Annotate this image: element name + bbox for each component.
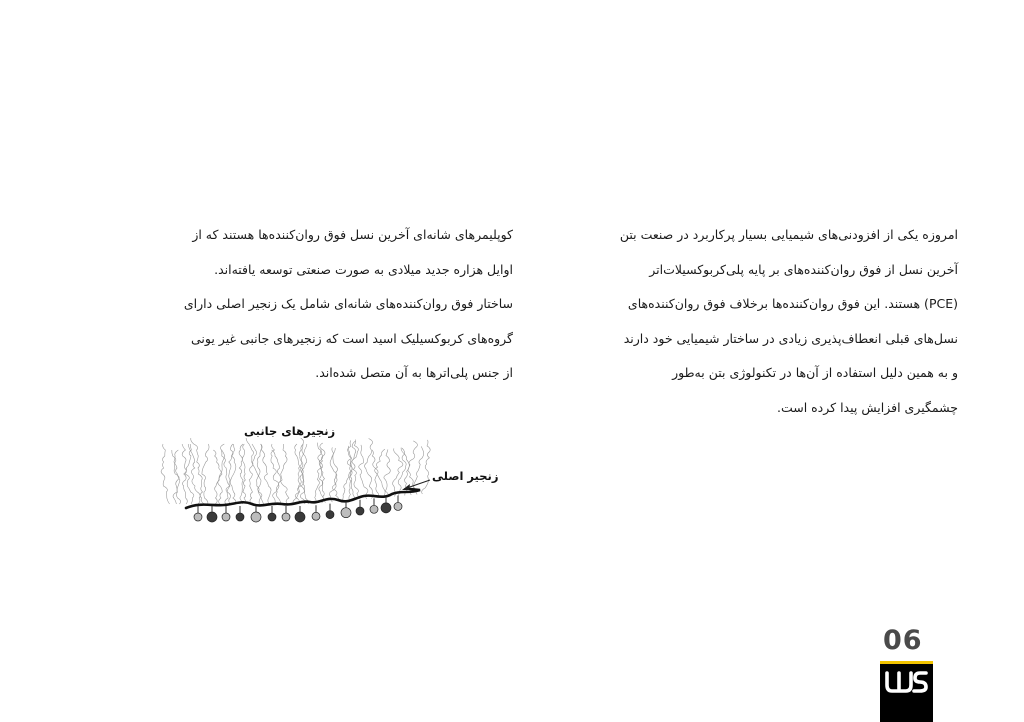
brand-logo xyxy=(880,661,933,722)
side-chain-strand xyxy=(174,450,181,504)
side-chain-strand xyxy=(161,444,169,504)
side-chain-strand xyxy=(301,438,309,504)
paragraph-line: آخرین نسل از فوق روان‌کننده‌های بر پایه پلی‌کربوکسیلات‌اتر xyxy=(649,261,958,277)
side-chain-strand xyxy=(249,444,256,504)
paragraph-line: اوایل هزاره جدید میلادی به صورت صنعتی توسعه یافته‌اند. xyxy=(214,261,513,277)
side-chain-strand xyxy=(330,447,339,501)
side-chain-strand xyxy=(293,444,303,504)
paragraph-line: امروزه یکی از افزودنی‌های شیمیایی بسیار پرکاربرد در صنعت بتن xyxy=(619,227,958,242)
side-chain-strand xyxy=(372,450,379,498)
carboxylate-bead xyxy=(268,513,276,521)
paragraph-line: گروه‌های کربوکسیلیک اسید است که زنجیرهای جانبی غیر یونی xyxy=(191,330,513,346)
comb-copolymer-figure xyxy=(160,420,500,535)
carboxylate-bead xyxy=(194,513,202,521)
carboxylate-bead xyxy=(394,502,402,510)
carboxylate-bead xyxy=(381,503,391,513)
carboxylate-bead xyxy=(282,513,290,521)
side-chain-strand xyxy=(359,445,368,499)
side-chain-strand xyxy=(202,444,209,504)
page-number: 06 xyxy=(883,625,923,656)
side-chain-strand xyxy=(422,440,431,494)
paragraph-line: از جنس پلی‌اترها به آن متصل شده‌اند. xyxy=(315,365,513,381)
side-chain-strand xyxy=(230,444,236,504)
side-chain-strand xyxy=(213,450,222,504)
side-chain-strand xyxy=(242,444,247,504)
carboxylate-bead xyxy=(236,513,244,521)
carboxylate-bead xyxy=(295,512,305,522)
text-column-right xyxy=(563,218,958,426)
side-chain-strand xyxy=(383,450,391,498)
carboxylate-bead xyxy=(326,511,334,519)
paragraph-line: کوپلیمرهای شانه‌ای آخرین نسل فوق روان‌کننده‌ها هستند که از xyxy=(192,227,513,242)
side-chain-strand xyxy=(393,448,403,496)
carboxylate-bead xyxy=(341,508,351,518)
carboxylate-bead xyxy=(312,512,320,520)
side-chain-strand xyxy=(365,439,374,499)
carboxylate-bead xyxy=(356,507,364,515)
carboxylate-bead xyxy=(251,512,261,522)
side-chain-strand xyxy=(272,450,289,504)
side-chain-strand xyxy=(261,444,271,504)
side-chain-strand xyxy=(183,444,192,504)
carboxylate-bead xyxy=(222,513,230,521)
side-chain-strand xyxy=(295,444,306,504)
text-column-left xyxy=(118,218,513,391)
paragraph-line: و به همین دلیل استفاده از آن‌ها در تکنولوژی بتن به‌طور xyxy=(672,365,958,381)
side-chain-strand xyxy=(329,448,337,502)
carboxylate-bead xyxy=(370,505,378,513)
side-chain-strand xyxy=(414,446,424,494)
paragraph-line: ساختار فوق روان‌کننده‌های شانه‌ای شامل یک زنجیر اصلی دارای xyxy=(183,296,513,312)
side-chain-strand xyxy=(352,440,360,500)
carboxylate-bead xyxy=(207,512,217,522)
main-chain-label: زنجیر اصلی xyxy=(432,469,499,483)
paragraph-line: (PCE) هستند. این فوق روان‌کننده‌ها برخلاف فوق روان‌کننده‌های xyxy=(627,296,958,312)
side-chain-strand xyxy=(239,444,243,504)
side-chains-label: زنجیرهای جانبی xyxy=(244,424,336,438)
ws-logo-icon xyxy=(880,661,933,722)
paragraph-line: نسل‌های قبلی انعطاف‌پذیری زیادی در ساختار شیمیایی خود دارند xyxy=(623,330,958,346)
paragraph-line: چشمگیری افزایش پیدا کرده است. xyxy=(776,399,958,415)
